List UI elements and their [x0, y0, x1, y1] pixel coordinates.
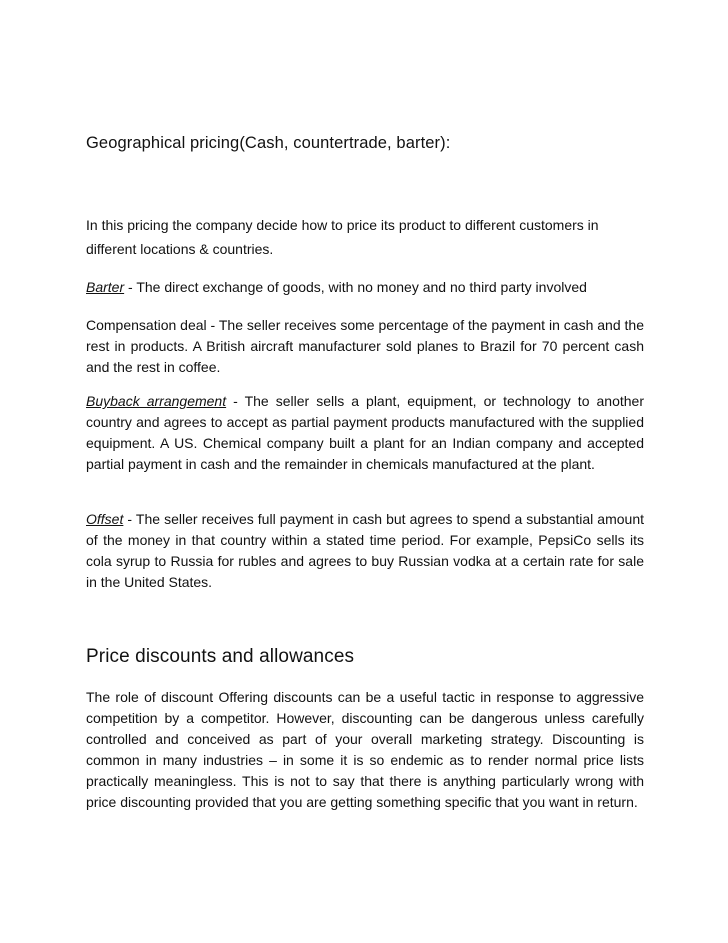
- price-discounts-heading: Price discounts and allowances: [86, 646, 355, 667]
- barter-term: Barter: [86, 279, 125, 295]
- buyback-paragraph: [86, 391, 644, 475]
- barter-paragraph: [86, 277, 644, 298]
- offset-paragraph: [86, 509, 644, 593]
- buyback-text: - The seller sells a plant, equipment, or technology to another country and agrees to accept as partial payment products manufactured with the supplied equipment. A US. Chemical company built a plant for an Indian company and accepted partial payment in cash and the remainder in chemicals manufactured at the plant.: [86, 393, 644, 472]
- buyback-term: Buyback arrangement: [86, 393, 227, 409]
- geographical-pricing-intro: In this pricing the company decide how to price its product to different customers in different locations & countries.: [86, 217, 599, 257]
- offset-term: Offset: [86, 511, 124, 527]
- barter-text: - The direct exchange of goods, with no money and no third party involved: [124, 279, 587, 295]
- compensation-deal-paragraph: Compensation deal - The seller receives some percentage of the payment in cash and the rest in products. A British aircraft manufacturer sold planes to Brazil for 70 percent cash and the rest in coffee.: [86, 317, 644, 375]
- geographical-pricing-heading: Geographical pricing(Cash, countertrade, barter):: [86, 134, 451, 152]
- offset-text: - The seller receives full payment in cash but agrees to spend a substantial amount of the money in that country within a stated time period. For example, PepsiCo sells its cola syrup to Russia for rubles and agrees to buy Russian vodka at a certain rate for sale in the United States.: [86, 511, 644, 590]
- price-discounts-paragraph: The role of discount Offering discounts can be a useful tactic in response to aggressive competition by a competitor. However, discounting can be dangerous unless carefully controlled and conceived as part of your overall marketing strategy. Discounting is common in many industries – in some it is so endemic as to render normal price lists practically meaningless. This is not to say that there is anything particularly wrong with price discounting provided that you are getting something specific that you want in return.: [86, 689, 644, 810]
